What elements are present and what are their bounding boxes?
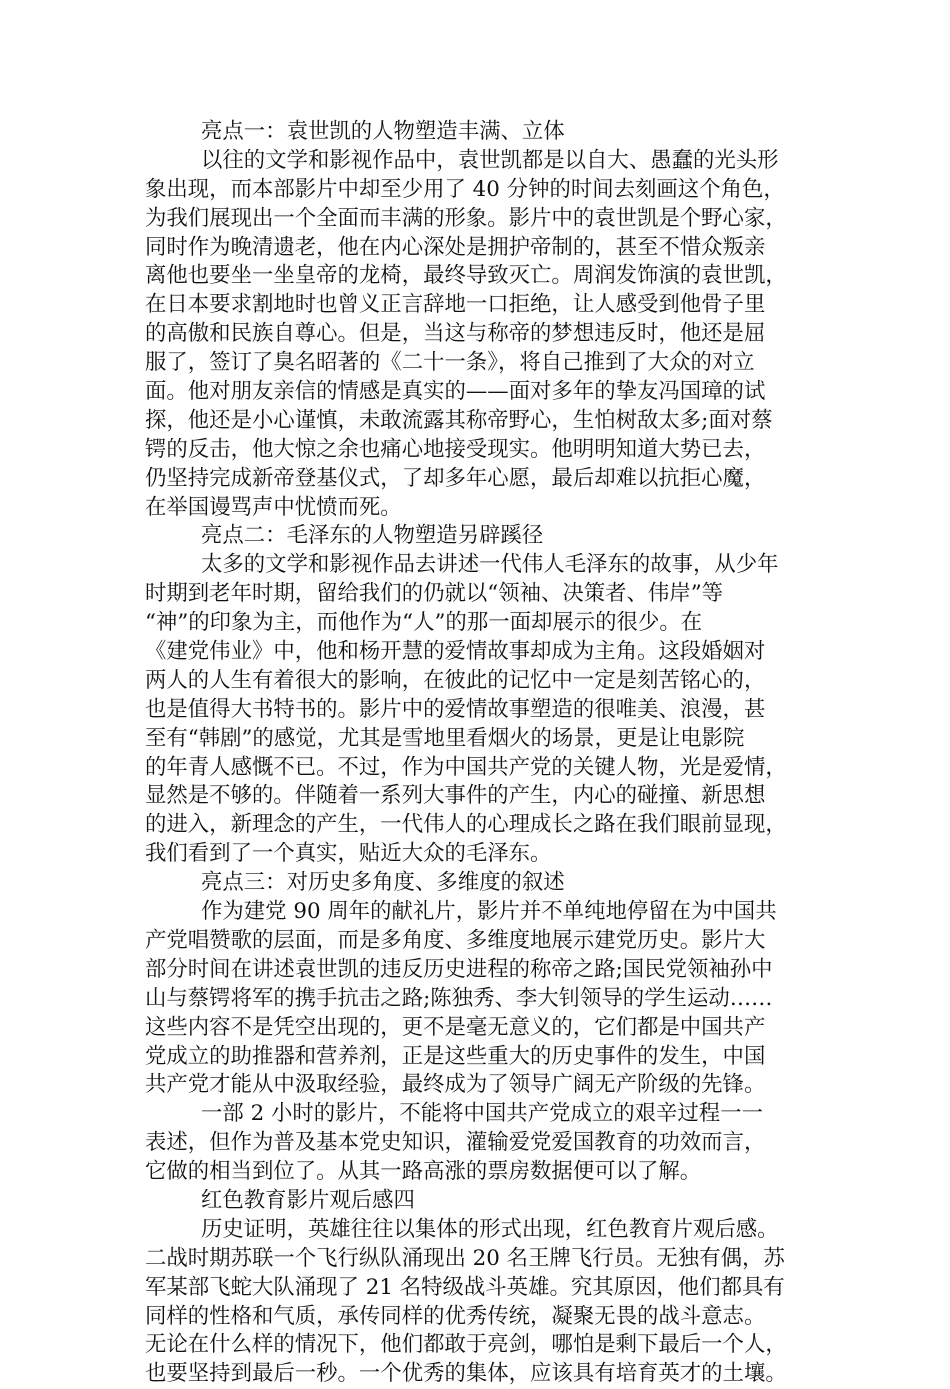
text-line: 太多的文学和影视作品去讲述一代伟人毛泽东的故事，从少年	[201, 552, 779, 578]
section-heading: 亮点二：毛泽东的人物塑造另辟蹊径	[201, 523, 544, 549]
text-line: 象出现，而本部影片中却至少用了 40 分钟的时间去刻画这个角色，	[145, 176, 785, 202]
text-line: 同样的性格和气质，承传同样的优秀传统，凝聚无畏的战斗意志。	[145, 1303, 766, 1329]
document-body	[145, 118, 825, 1389]
text-line: 山与蔡锷将军的携手抗击之路;陈独秀、李大钊领导的学生运动……	[145, 985, 773, 1011]
text-line: 也是值得大书特书的。影片中的爱情故事塑造的很唯美、浪漫，甚	[145, 696, 766, 722]
text-line: 它做的相当到位了。从其一路高涨的票房数据便可以了解。	[145, 1159, 702, 1185]
text-line: 无论在什么样的情况下，他们都敢于亮剑，哪怕是剩下最后一个人，	[145, 1332, 787, 1358]
text-line: 部分时间在讲述袁世凯的违反历史进程的称帝之路;国民党领袖孙中	[145, 956, 773, 982]
section-heading: 亮点一：袁世凯的人物塑造丰满、立体	[201, 119, 565, 144]
text-line: 服了，签订了臭名昭著的《二十一条》，将自己推到了大众的对立	[145, 350, 755, 376]
text-line: 产党唱赞歌的层面，而是多角度、多维度地展示建党历史。影片大	[145, 927, 766, 953]
text-line: 显然是不够的。伴随着一系列大事件的产生，内心的碰撞、新思想	[145, 783, 766, 809]
text-line: 仍坚持完成新帝登基仪式，了却多年心愿，最后却难以抗拒心魔，	[145, 465, 766, 491]
section-heading: 亮点三：对历史多角度、多维度的叙述	[201, 870, 565, 896]
text-line: 军某部飞蛇大队涌现了 21 名特级战斗英雄。究其原因，他们都具有	[145, 1274, 785, 1300]
text-line: 两人的人生有着很大的影响，在彼此的记忆中一定是刻苦铭心的，	[145, 667, 766, 693]
text-line: 面。他对朋友亲信的情感是真实的——面对多年的挚友冯国璋的试	[145, 379, 766, 405]
text-line: 二战时期苏联一个飞行纵队涌现出 20 名王牌飞行员。无独有偶，苏	[145, 1245, 785, 1271]
section-heading: 红色教育影片观后感四	[201, 1187, 415, 1213]
text-line: 在举国谩骂声中忧愤而死。	[145, 494, 402, 520]
text-line: 离他也要坐一坐皇帝的龙椅，最终导致灭亡。周润发饰演的袁世凯，	[145, 263, 787, 289]
text-line: 在日本要求割地时也曾义正言辞地一口拒绝，让人感受到他骨子里	[145, 292, 766, 318]
text-line: 作为建党 90 周年的献礼片，影片并不单纯地停留在为中国共	[201, 899, 777, 925]
text-line: 的高傲和民族自尊心。但是，当这与称帝的梦想违反时，他还是屈	[145, 321, 766, 347]
text-line: 至有“韩剧”的感觉，尤其是雪地里看烟火的场景，更是让电影院	[145, 725, 745, 751]
text-line: 锷的反击，他大惊之余也痛心地接受现实。他明明知道大势已去，	[145, 436, 766, 462]
text-line: 一部 2 小时的影片，不能将中国共产党成立的艰辛过程一一	[201, 1101, 763, 1127]
text-line: “神”的印象为主，而他作为“人”的那一面却展示的很少。在	[145, 610, 703, 636]
text-line: 共产党才能从中汲取经验，最终成为了领导广阔无产阶级的先锋。	[145, 1072, 766, 1098]
text-line: 表述，但作为普及基本党史知识，灌输爱党爱国教育的功效而言，	[145, 1130, 766, 1156]
text-line: 我们看到了一个真实，贴近大众的毛泽东。	[145, 841, 552, 867]
text-line: 为我们展现出一个全面而丰满的形象。影片中的袁世凯是个野心家，	[145, 205, 787, 231]
text-line: 历史证明，英雄往往以集体的形式出现，红色教育片观后感。	[201, 1216, 779, 1242]
text-line: 《建党伟业》中，他和杨开慧的爱情故事却成为主角。这段婚姻对	[145, 639, 766, 665]
text-line: 以往的文学和影视作品中，袁世凯都是以自大、愚蠢的光头形	[201, 147, 779, 173]
text-line: 这些内容不是凭空出现的，更不是毫无意义的，它们都是中国共产	[145, 1014, 766, 1040]
text-line: 的年青人感慨不已。不过，作为中国共产党的关键人物，光是爱情，	[145, 754, 787, 780]
text-line: 的进入，新理念的产生，一代伟人的心理成长之路在我们眼前显现，	[145, 812, 787, 838]
text-line: 也要坚持到最后一秒。一个优秀的集体，应该具有培育英才的土壤。	[145, 1361, 787, 1387]
text-line: 党成立的助推器和营养剂，正是这些重大的历史事件的发生，中国	[145, 1043, 766, 1069]
text-line: 探，他还是小心谨慎，未敢流露其称帝野心，生怕树敌太多;面对蔡	[145, 407, 773, 433]
text-line: 同时作为晚清遗老，他在内心深处是拥护帝制的，甚至不惜众叛亲	[145, 234, 766, 260]
text-line: 时期到老年时期，留给我们的仍就以“领袖、决策者、伟岸”等	[145, 581, 724, 607]
